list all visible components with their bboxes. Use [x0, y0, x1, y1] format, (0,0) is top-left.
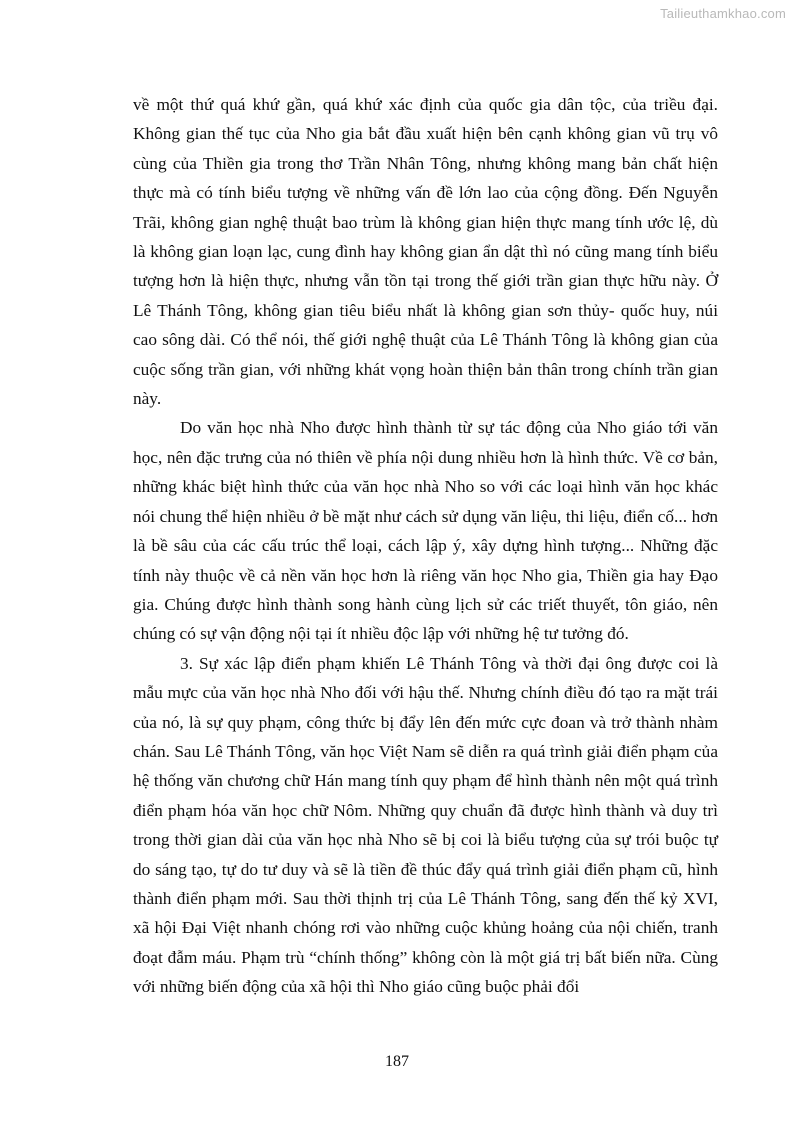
page-body [133, 90, 718, 1002]
paragraph-continuation: về một thứ quá khứ gần, quá khứ xác định của quốc gia dân tộc, của triều đại. Không gian thế tục của Nho gia bắt đầu xuất hiện bên cạnh không gian vũ trụ vô cùng của Thiền gia trong thơ Trần Nhân Tông, nhưng không mang bản chất hiện thực mà có tính biểu tượng về những vấn đề lớn lao của cộng đồng. Đến Nguyễn Trãi, không gian nghệ thuật bao trùm là không gian hiện thực mang tính ước lệ, dù là không gian loạn lạc, cung đình hay không gian ẩn dật thì nó cũng mang tính biểu tượng hơn là hiện thực, nhưng vẫn tồn tại trong thế giới trần gian thực hữu này. Ở Lê Thánh Tông, không gian tiêu biểu nhất là không gian sơn thủy- quốc huy, núi cao sông dài. Có thể nói, thế giới nghệ thuật của Lê Thánh Tông là không gian của cuộc sống trần gian, với những khát vọng hoàn thiện bản thân trong chính trần gian này. [133, 95, 718, 409]
paragraph-section-3: 3. Sự xác lập điển phạm khiến Lê Thánh Tông và thời đại ông được coi là mẫu mực của văn học nhà Nho đối với hậu thế. Nhưng chính điều đó tạo ra mặt trái của nó, là sự quy phạm, công thức bị đẩy lên đến mức cực đoan và trở thành nhàm chán. Sau Lê Thánh Tông, văn học Việt Nam sẽ diễn ra quá trình giải điển phạm của hệ thống văn chương chữ Hán mang tính quy phạm để hình thành nên một quá trình điển phạm hóa văn học chữ Nôm. Những quy chuẩn đã được hình thành và duy trì trong thời gian dài của văn học nhà Nho sẽ bị coi là biểu tượng của sự trói buộc tự do sáng tạo, tự do tư duy và sẽ là tiền đề thúc đẩy quá trình giải điển phạm cũ, hình thành điển phạm mới. Sau thời thịnh trị của Lê Thánh Tông, sang đến thế kỷ XVI, xã hội Đại Việt nhanh chóng rơi vào những cuộc khủng hoảng của nội chiến, tranh đoạt đẫm máu. Phạm trù “chính thống” không còn là một giá trị bất biến nữa. Cùng với những biến động của xã hội thì Nho giáo cũng buộc phải đổi [133, 653, 718, 997]
watermark: Tailieuthamkhao.com [660, 6, 786, 21]
paragraph-literary-form: Do văn học nhà Nho được hình thành từ sự tác động của Nho giáo tới văn học, nên đặc trưng của nó thiên về phía nội dung nhiều hơn là hình thức. Về cơ bản, những khác biệt hình thức của văn học nhà Nho so với các loại hình văn học khác nói chung thể hiện nhiều ở bề mặt như cách sử dụng văn liệu, thi liệu, điển cố... hơn là bề sâu của các cấu trúc thể loại, cách lập ý, xây dựng hình tượng... Những đặc tính này thuộc về cả nền văn học hơn là riêng văn học Nho gia, Thiền gia hay Đạo gia. Chúng được hình thành song hành cùng lịch sử các triết thuyết, tôn giáo, nên chúng có sự vận động nội tại ít nhiều độc lập với những hệ tư tưởng đó. [133, 418, 718, 644]
page-number: 187 [385, 1053, 409, 1070]
